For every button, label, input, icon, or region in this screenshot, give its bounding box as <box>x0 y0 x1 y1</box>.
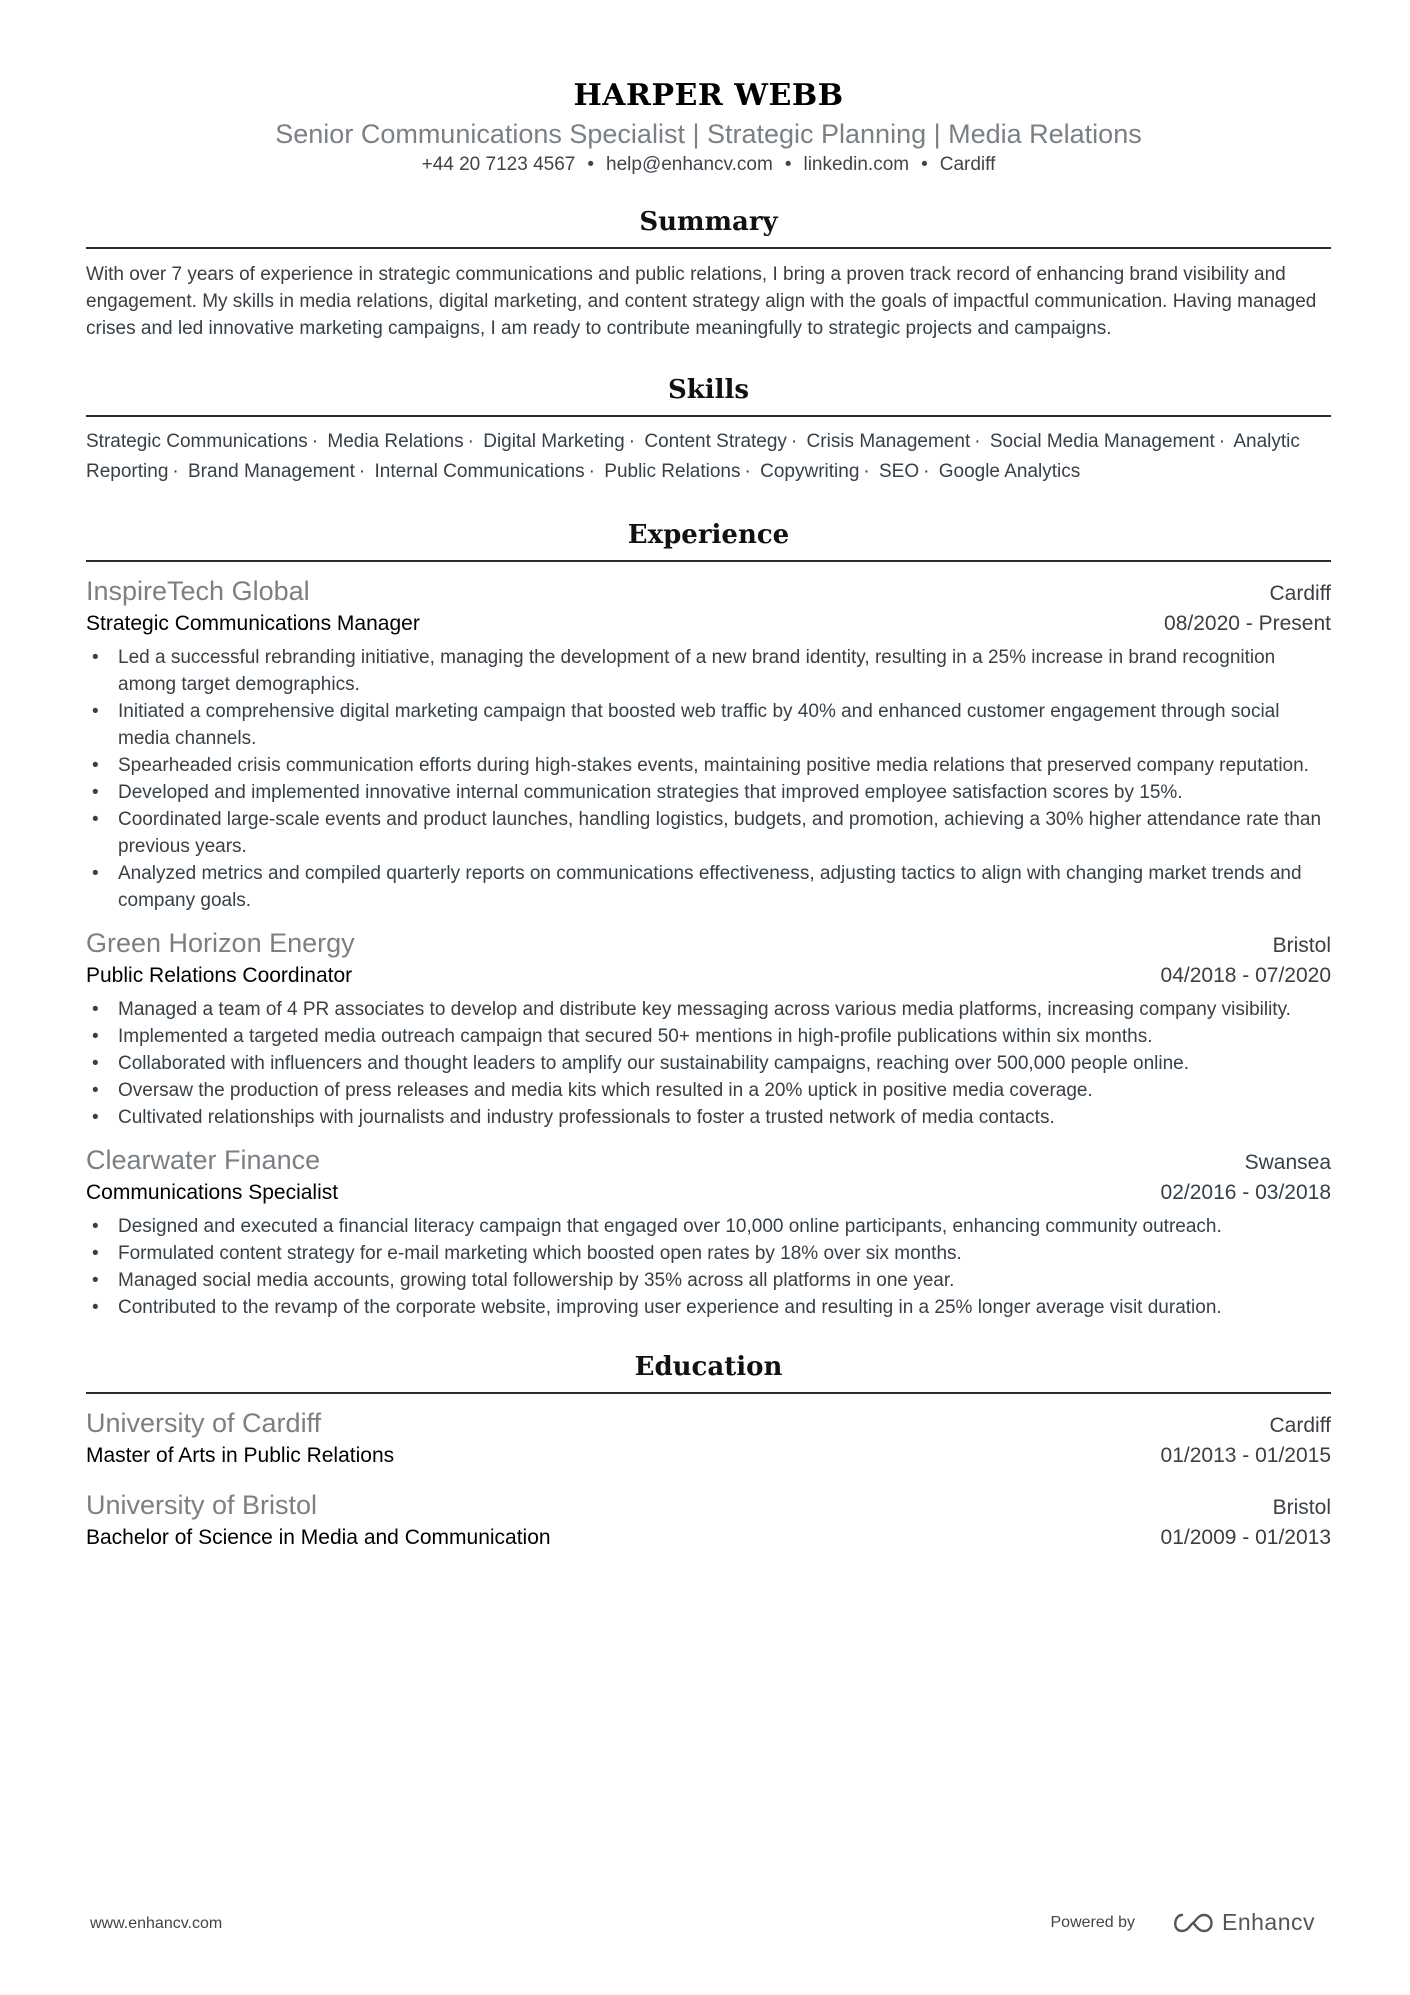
job-location: Swansea <box>1244 1151 1331 1174</box>
education-header-row <box>86 1406 1331 1440</box>
achievement-item: • Spearheaded crisis communication efforts during high-stakes events, maintaining positive media relations that preserved company reputation. <box>86 752 1331 779</box>
skills-section-title: Skills <box>86 372 1331 417</box>
skill-separator: · <box>744 461 751 482</box>
candidate-headline: Senior Communications Specialist | Strategic Planning | Media Relations <box>275 119 1142 149</box>
skill-item: Media Relations <box>327 431 464 452</box>
skill-item: Public Relations <box>604 461 741 482</box>
achievement-item: • Contributed to the revamp of the corporate website, improving user experience and resulting in a 25% longer average visit duration. <box>86 1294 1331 1321</box>
job-dates: 02/2016 - 03/2018 <box>1160 1181 1331 1204</box>
skill-separator: · <box>311 431 319 452</box>
education-section-title: Education <box>86 1349 1331 1394</box>
job-dates: 04/2018 - 07/2020 <box>1160 964 1331 987</box>
achievement-item: • Analyzed metrics and compiled quarterly reports on communications effectiveness, adjusting tactics to align with changing market trends and company goals. <box>86 860 1331 914</box>
skill-separator: · <box>467 431 474 452</box>
skill-item: Social Media Management <box>989 431 1215 452</box>
achievement-item: • Led a successful rebranding initiative, managing the development of a new brand identity, resulting in a 25% increase in brand recognition among target demographics. <box>86 644 1331 698</box>
skill-separator: · <box>790 431 798 452</box>
summary-section-title: Summary <box>86 204 1331 249</box>
contact-email[interactable]: help@enhancv.com <box>606 154 773 175</box>
experience-header-row <box>86 1143 1331 1177</box>
skill-item: Strategic Communications <box>86 431 308 452</box>
job-dates: 08/2020 - Present <box>1164 612 1331 635</box>
achievement-item: • Managed a team of 4 PR associates to develop and distribute key messaging across various media platforms, increasing company visibility. <box>86 996 1331 1023</box>
education-list <box>86 1406 1331 1554</box>
enhancv-logo-icon <box>1170 1911 1216 1935</box>
company-name: Green Horizon Energy <box>86 928 355 958</box>
experience-header-row <box>86 926 1331 960</box>
experience-role-row <box>86 608 1331 640</box>
achievement-item: • Formulated content strategy for e-mail marketing which boosted open rates by 18% over six months. <box>86 1240 1331 1267</box>
achievement-item: • Coordinated large-scale events and product launches, handling logistics, budgets, and promotion, achieving a 30% higher attendance rate than previous years. <box>86 806 1331 860</box>
footer-powered-by: Powered by <box>1050 1914 1135 1931</box>
education-dates: 01/2009 - 01/2013 <box>1160 1526 1331 1549</box>
skill-item: Content Strategy <box>644 431 787 452</box>
skill-item: Internal Communications <box>374 461 585 482</box>
achievement-list <box>86 1213 1331 1321</box>
skill-item: Crisis Management <box>806 431 971 452</box>
resume-page <box>86 76 1331 1554</box>
school-location: Cardiff <box>1269 1414 1331 1437</box>
contact-location: Cardiff <box>939 154 996 175</box>
skill-separator: · <box>358 461 366 482</box>
education-degree-row <box>86 1522 1331 1554</box>
achievement-item: • Collaborated with influencers and thought leaders to amplify our sustainability campaigns, reaching over 500,000 people online. <box>86 1050 1331 1077</box>
achievement-item: • Developed and implemented innovative internal communication strategies that improved employee satisfaction scores by 15%. <box>86 779 1331 806</box>
experience-header-row <box>86 574 1331 608</box>
skill-separator: · <box>1218 431 1226 452</box>
education-entry <box>86 1488 1331 1554</box>
contact-separator: • <box>587 154 595 175</box>
achievement-item: • Designed and executed a financial literacy campaign that engaged over 10,000 online participants, enhancing community outreach. <box>86 1213 1331 1240</box>
achievement-list <box>86 644 1331 914</box>
contact-linkedin[interactable]: linkedin.com <box>803 154 910 175</box>
skills-list <box>86 427 1331 487</box>
degree-title: Bachelor of Science in Media and Communication <box>86 1526 551 1549</box>
company-name: Clearwater Finance <box>86 1145 321 1175</box>
job-title: Public Relations Coordinator <box>86 964 353 987</box>
contact-separator: • <box>921 154 928 175</box>
education-header-row <box>86 1488 1331 1522</box>
footer-brand-name: Enhancv <box>1221 1909 1315 1935</box>
achievement-item: • Managed social media accounts, growing total followership by 35% across all platforms in one year. <box>86 1267 1331 1294</box>
skill-item: Brand Management <box>188 461 355 482</box>
school-location: Bristol <box>1272 1496 1331 1519</box>
achievement-item: • Oversaw the production of press releases and media kits which resulted in a 20% uptick in positive media coverage. <box>86 1077 1331 1104</box>
skill-separator: · <box>628 431 636 452</box>
footer-url[interactable]: www.enhancv.com <box>90 1915 223 1932</box>
company-name: InspireTech Global <box>86 576 310 606</box>
achievement-list <box>86 996 1331 1131</box>
achievement-item: • Cultivated relationships with journalists and industry professionals to foster a trusted network of media contacts. <box>86 1104 1331 1131</box>
achievement-item: • Implemented a targeted media outreach campaign that secured 50+ mentions in high-profile publications within six months. <box>86 1023 1331 1050</box>
experience-entry <box>86 574 1331 914</box>
skill-separator: · <box>588 461 595 482</box>
degree-title: Master of Arts in Public Relations <box>86 1444 395 1467</box>
contact-separator: • <box>784 154 792 175</box>
job-title: Communications Specialist <box>86 1181 339 1204</box>
skill-item: Copywriting <box>760 461 860 482</box>
experience-entry <box>86 926 1331 1131</box>
contact-phone: +44 20 7123 4567 <box>421 154 576 175</box>
footer-brand-logo[interactable] <box>1170 1909 1315 1936</box>
achievement-item: • Initiated a comprehensive digital marketing campaign that boosted web traffic by 40% and enhanced customer engagement through social media channels. <box>86 698 1331 752</box>
job-location: Cardiff <box>1269 582 1331 605</box>
experience-list <box>86 574 1331 1321</box>
school-name: University of Bristol <box>86 1490 318 1520</box>
experience-role-row <box>86 960 1331 992</box>
contact-line <box>86 152 1331 178</box>
summary-text: With over 7 years of experience in strategic communications and public relations, I bring a proven track record of enhancing brand visibility and engagement. My skills in media relations, digital marketing, and content strategy align with the goals of impactful communication. Having managed crises and led innovative marketing campaigns, I am ready to contribute meaningfully to strategic projects and campaigns. <box>86 264 1317 339</box>
school-name: University of Cardiff <box>86 1408 322 1438</box>
skill-separator: · <box>923 461 930 482</box>
skill-separator: · <box>172 461 179 482</box>
education-degree-row <box>86 1440 1331 1472</box>
experience-section-title: Experience <box>86 517 1331 562</box>
experience-entry <box>86 1143 1331 1321</box>
skill-separator: · <box>863 461 870 482</box>
experience-role-row <box>86 1177 1331 1209</box>
skill-item: Digital Marketing <box>483 431 625 452</box>
skill-separator: · <box>974 431 981 452</box>
education-dates: 01/2013 - 01/2015 <box>1160 1444 1331 1467</box>
skill-item: Google Analytics <box>938 461 1081 482</box>
education-entry <box>86 1406 1331 1472</box>
skill-item: Analytic Reporting <box>86 431 1300 482</box>
job-title: Strategic Communications Manager <box>86 612 420 635</box>
skill-item: SEO <box>879 461 920 482</box>
job-location: Bristol <box>1272 934 1331 957</box>
candidate-name: HARPER WEBB <box>573 78 844 113</box>
footer <box>90 1911 1315 1941</box>
